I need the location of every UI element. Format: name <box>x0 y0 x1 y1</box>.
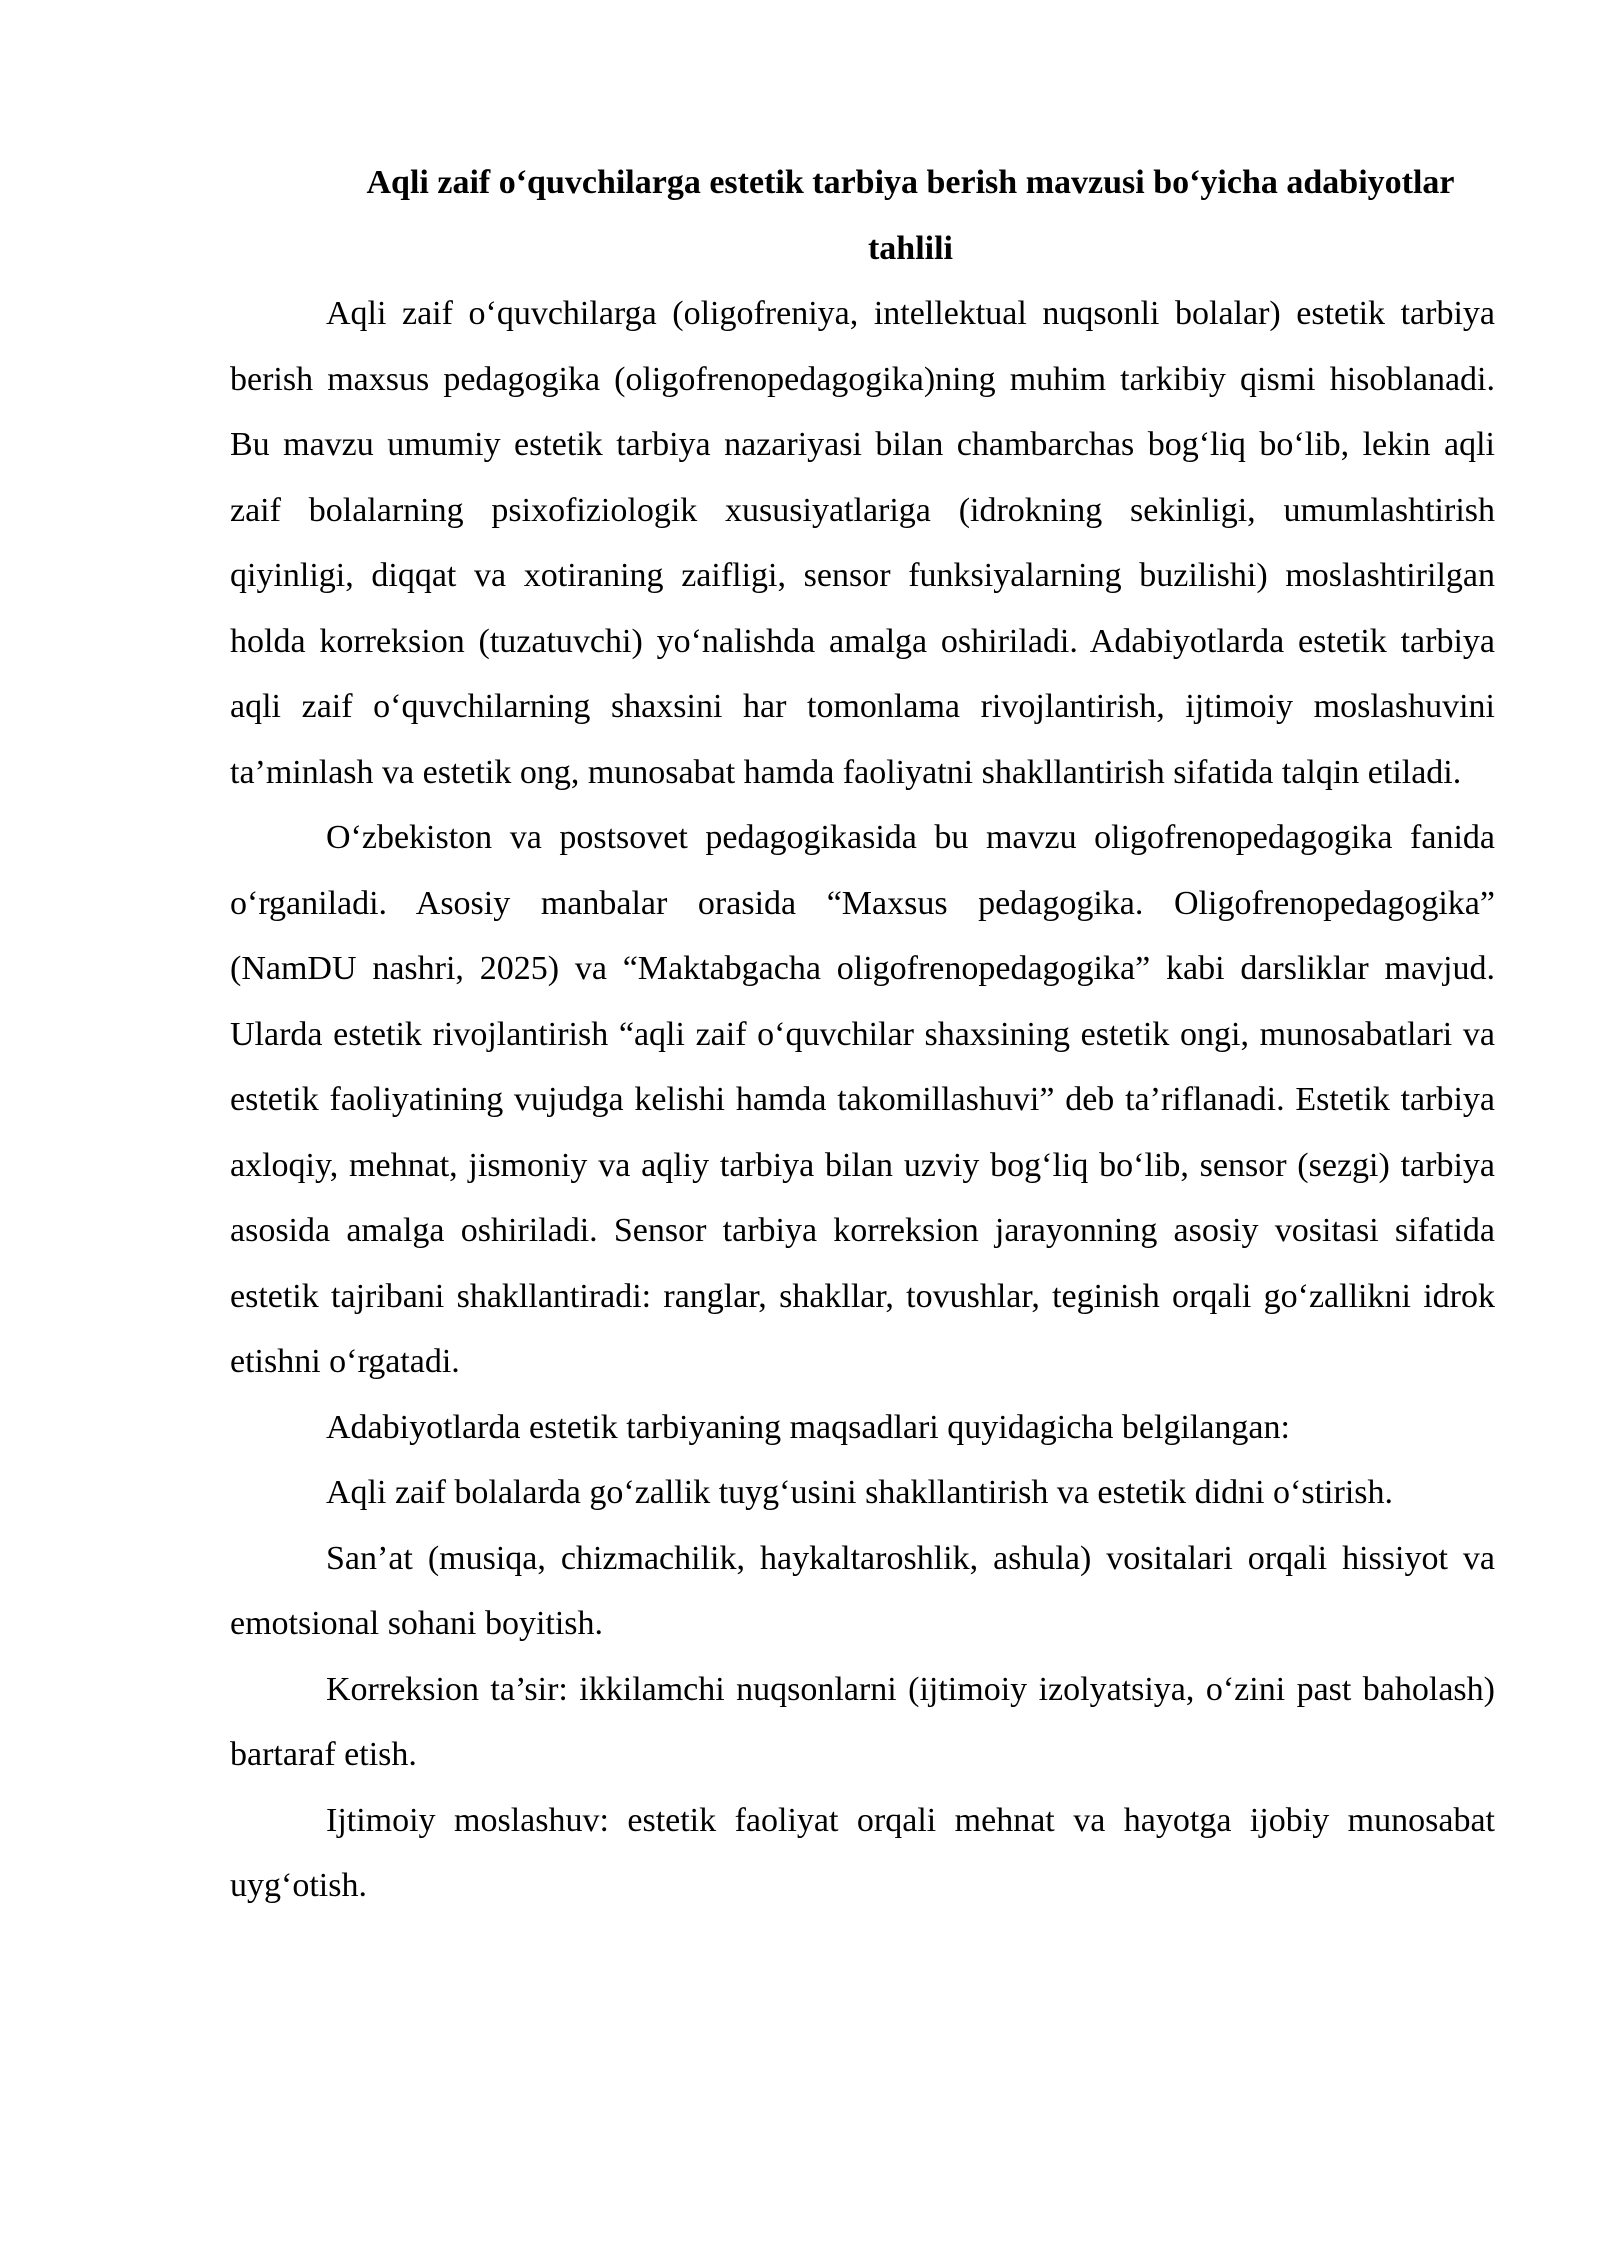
paragraph-goal-social: Ijtimoiy moslashuv: estetik faoliyat orqali mehnat va hayotga ijobiy munosabat uyg‘otish. <box>230 1801 1495 1904</box>
paragraph-goal-beauty: Aqli zaif bolalarda go‘zallik tuyg‘usini shakllantirish va estetik didni o‘stirish. <box>326 1474 1393 1511</box>
paragraph-goals-heading: Adabiyotlarda estetik tarbiyaning maqsadlari quyidagicha belgilangan: <box>326 1408 1290 1446</box>
paragraph-goal-art: San’at (musiqa, chizmachilik, haykaltaroshlik, ashula) vositalari orqali hissiyot va emotsional sohani boyitish. <box>230 1539 1495 1642</box>
paragraph-goal-correction: Korreksion ta’sir: ikkilamchi nuqsonlarni (ijtimoiy izolyatsiya, o‘zini past baholash) bartaraf etish. <box>230 1670 1495 1773</box>
paragraph-intro: Aqli zaif o‘quvchilarga (oligofreniya, intellektual nuqsonli bolalar) estetik tarbiya berish maxsus pedagogika (oligofrenopedagogika)ning muhim tarkibiy qismi hisoblanadi. Bu mavzu umumiy estetik tarbiya nazariyasi bilan chambarchas bog‘liq bo‘lib, lekin aqli zaif bolalarning psixofiziologik xususiyatlariga (idrokning sekinligi, umumlashtirish qiyinligi, diqqat va xotiraning zaifligi, sensor funksiyalarning buzilishi) moslashtirilgan holda korreksion (tuzatuvchi) yo‘nalishda amalga oshiriladi. Adabiyotlarda estetik tarbiya aqli zaif o‘quvchilarning shaxsini har tomonlama rivojlantirish, ijtimoiy moslashuvini ta’minlash va estetik ong, munosabat hamda faoliyatni shakllantirish sifatida talqin etiladi. <box>230 295 1495 791</box>
document-body <box>230 150 1495 1919</box>
document-title: Aqli zaif o‘quvchilarga estetik tarbiya berish mavzusi bo‘yicha adabiyotlar tahlili <box>366 164 1455 267</box>
paragraph-sources: O‘zbekiston va postsovet pedagogikasida bu mavzu oligofrenopedagogika fanida o‘rganiladi. Asosiy manbalar orasida “Maxsus pedagogika. Oligofrenopedagogika” (NamDU nashri, 2025) va “Maktabgacha oligofrenopedagogika” kabi darsliklar mavjud. Ularda estetik rivojlantirish “aqli zaif o‘quvchilar shaxsining estetik ongi, munosabatlari va estetik faoliyatining vujudga kelishi hamda takomillashuvi” deb ta’riflanadi. Estetik tarbiya axloqiy, mehnat, jismoniy va aqliy tarbiya bilan uzviy bog‘liq bo‘lib, sensor (sezgi) tarbiya asosida amalga oshiriladi. Sensor tarbiya korreksion jarayonning asosiy vositasi sifatida estetik tajribani shakllantiradi: ranglar, shakllar, tovushlar, teginish orqali go‘zallikni idrok etishni o‘rgatadi. <box>230 819 1495 1380</box>
